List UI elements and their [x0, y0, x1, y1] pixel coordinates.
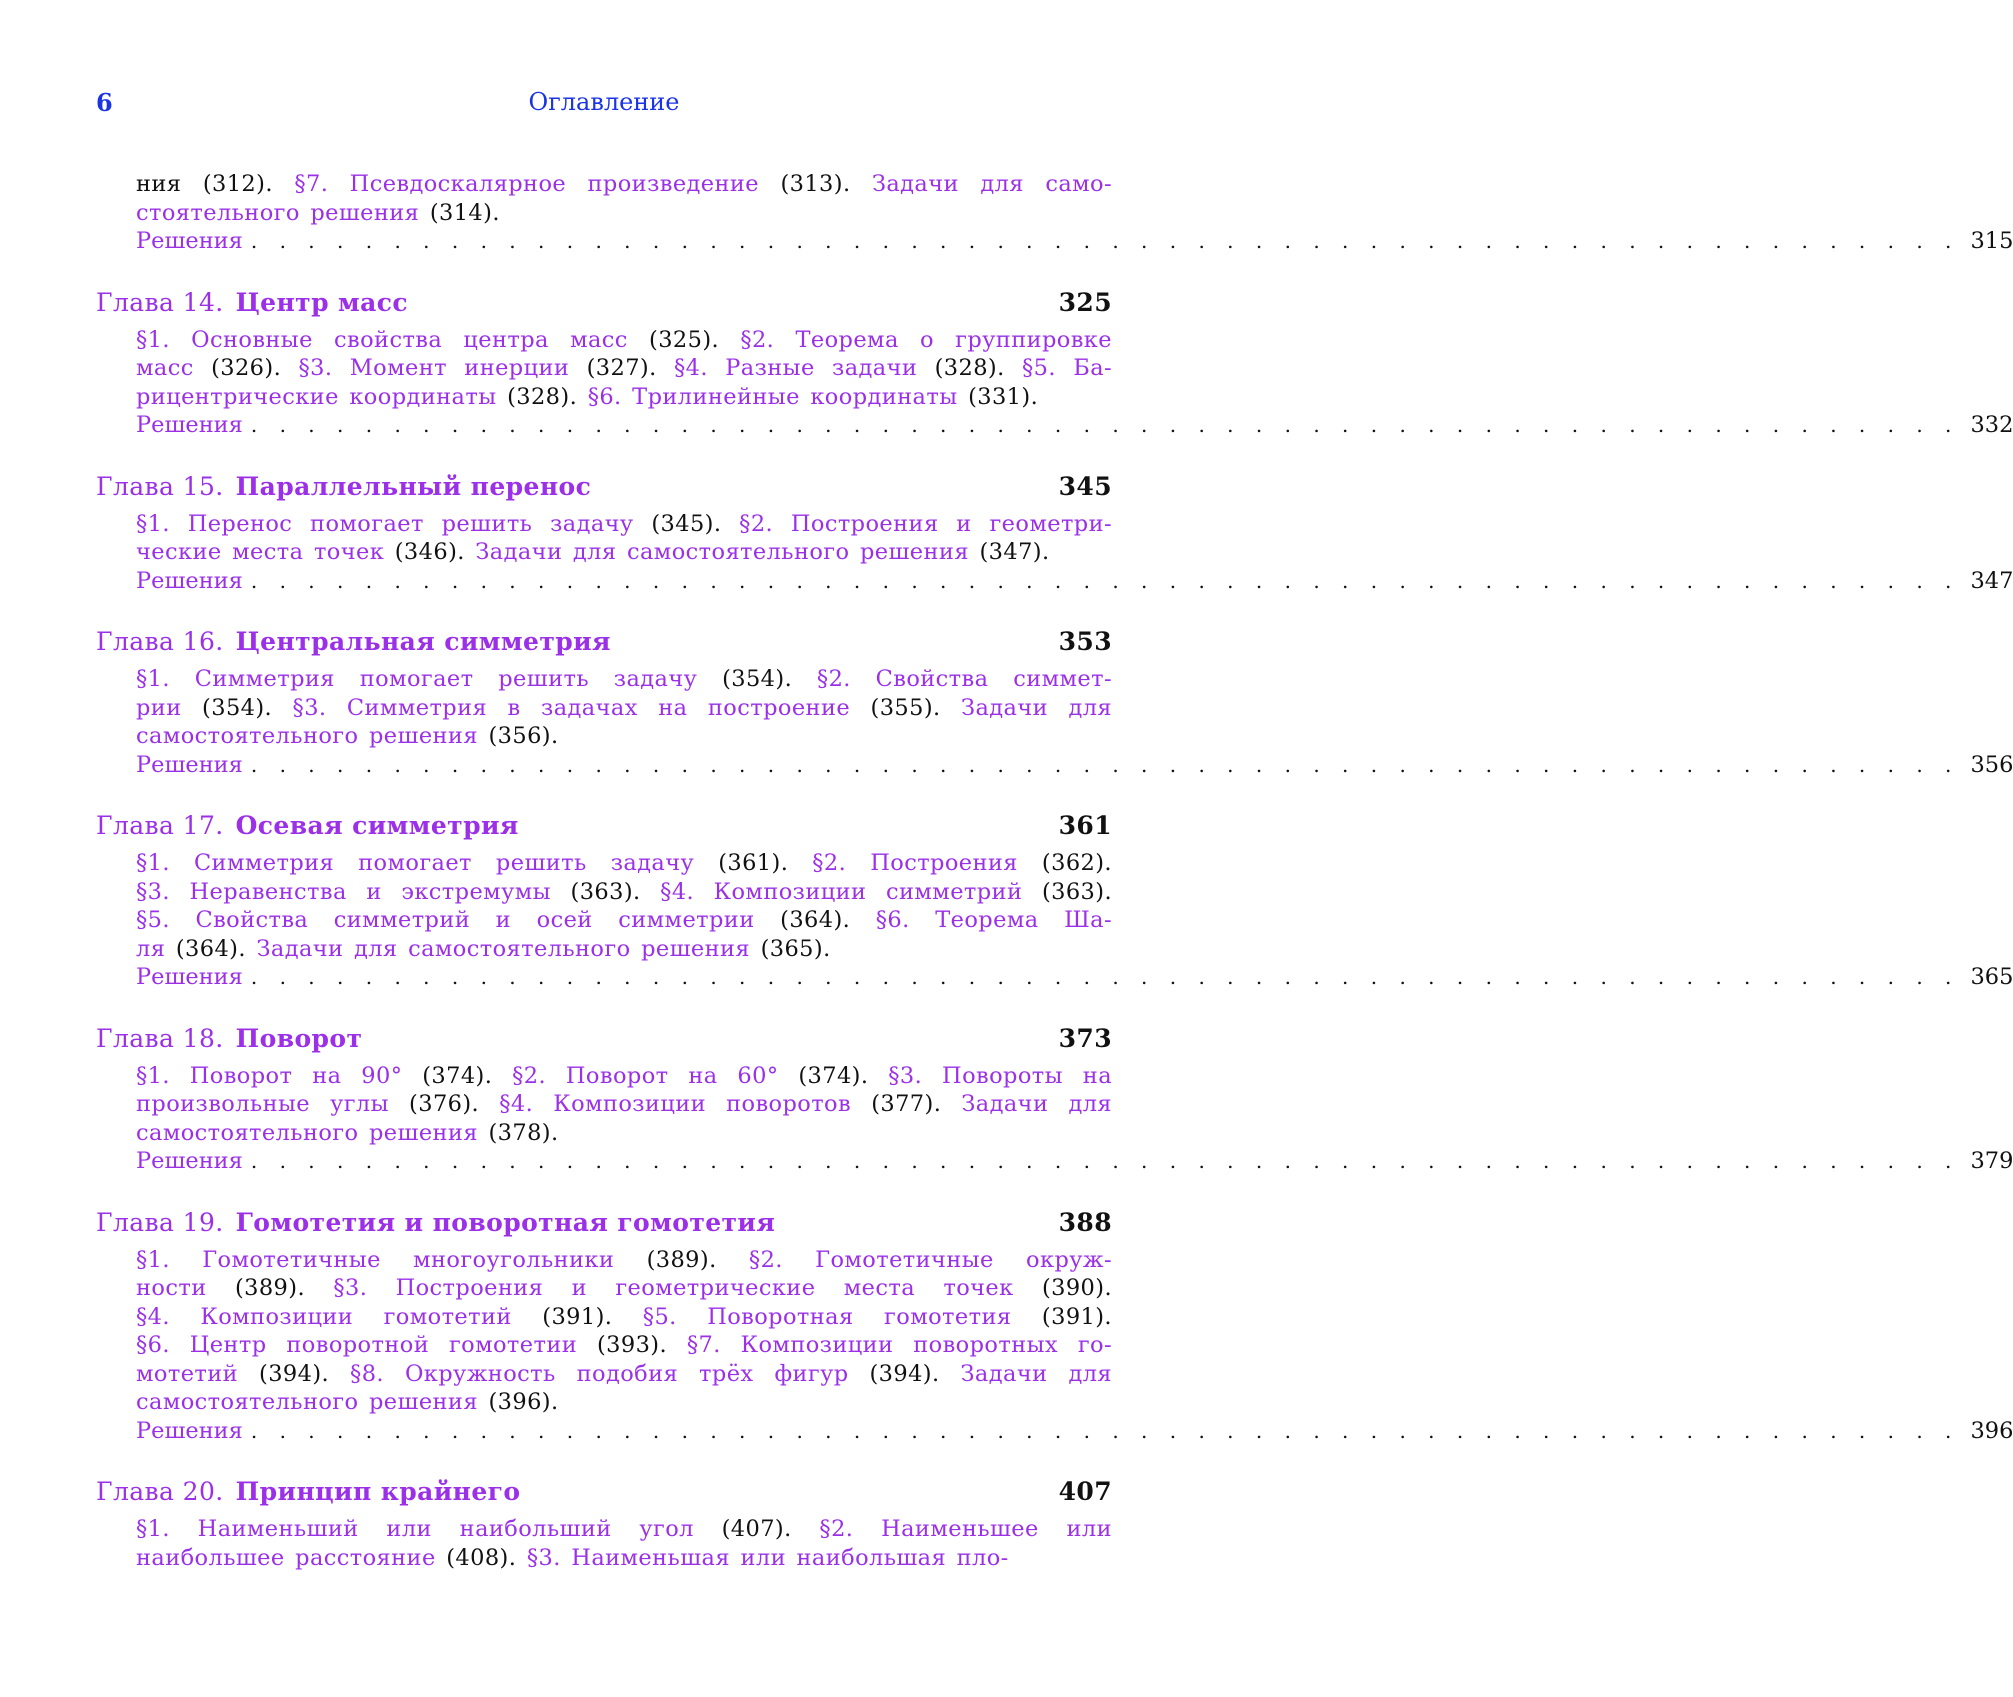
chapter-title-group	[96, 808, 519, 844]
section-link[interactable]: §2. Построения и геометри-	[721, 510, 1112, 537]
section-link[interactable]: масс	[136, 355, 212, 381]
section-link[interactable]: §3. Построения и геометрические места точек	[305, 1275, 1042, 1301]
section-link[interactable]: §2. Свойства симмет-	[792, 666, 1112, 692]
section-page-ref: (327).	[586, 355, 657, 381]
chapter-heading[interactable]	[96, 285, 1112, 322]
section-link[interactable]: §4. Композиции поворотов	[479, 1091, 872, 1117]
chapter-page-number: 407	[1058, 1477, 1112, 1506]
section-link[interactable]: самостоятельного решения	[136, 723, 489, 749]
toc-entry-line	[136, 538, 1112, 567]
dot-leader: . . . . . . . . . . . . . . . . . . . . . . . . . . . . . . . . . . . . . . . . . . . . . . . . . . . . . . . . . . . .	[250, 568, 1960, 593]
solutions-link[interactable]: Решения	[136, 412, 243, 438]
section-page-ref: (390).	[1041, 1275, 1113, 1301]
section-page-ref: (389).	[646, 1246, 717, 1273]
section-page-ref: (312).	[202, 171, 273, 197]
toc-entry-line	[136, 1388, 1112, 1417]
section-page-ref: (328).	[507, 383, 578, 410]
chapter-title-group	[96, 469, 591, 505]
chapter-entry	[96, 1021, 2013, 1176]
solutions-page-number: 379	[1970, 1148, 2013, 1174]
solutions-page-number: 356	[1970, 751, 2013, 778]
chapter-title-group	[96, 285, 408, 321]
section-link[interactable]: самостоятельного решения	[136, 1119, 489, 1146]
section-link[interactable]: Задачи для самостоятельного решения	[245, 935, 761, 962]
section-link[interactable]: §8. Окружность подобия трёх фигур	[329, 1360, 870, 1387]
chapter-label: Глава 20.	[96, 1477, 224, 1506]
section-link[interactable]: §4. Композиции симметрий	[640, 878, 1042, 905]
solutions-link[interactable]: Решения	[136, 964, 243, 990]
chapter-title[interactable]: Параллельный перенос	[235, 471, 592, 501]
toc-entry-line	[136, 906, 1112, 935]
chapter-heading[interactable]	[96, 624, 1112, 661]
section-page-ref: (331).	[968, 383, 1039, 410]
chapter-entry	[96, 624, 2013, 779]
section-page-ref: (356).	[488, 723, 559, 749]
section-link[interactable]: Задачи для	[939, 1360, 1112, 1387]
section-link[interactable]: §6. Теорема Ша-	[850, 907, 1112, 933]
section-page-ref: (346).	[394, 539, 465, 565]
toc-entry-line	[136, 326, 1112, 355]
section-page-ref: (394).	[869, 1360, 940, 1387]
section-link[interactable]: §4. Композиции гомотетий	[136, 1303, 543, 1330]
chapter-heading[interactable]	[96, 1205, 1112, 1242]
section-page-ref: (389).	[234, 1275, 305, 1301]
toc-entry-line	[136, 878, 1112, 907]
dot-leader: . . . . . . . . . . . . . . . . . . . . . . . . . . . . . . . . . . . . . . . . . . . . . . . . . . . . . . . . . . . .	[250, 965, 1960, 989]
toc-entry-line	[136, 383, 1112, 412]
running-head	[96, 88, 1112, 122]
page-number: 6	[96, 88, 113, 117]
section-page-ref: (314).	[429, 199, 500, 226]
section-page-ref: (364).	[175, 935, 246, 962]
solutions-page-number: 315	[1970, 228, 2013, 254]
chapter-heading[interactable]	[96, 469, 1112, 506]
section-link[interactable]: §6. Трилинейные координаты	[577, 383, 969, 410]
dot-leader: . . . . . . . . . . . . . . . . . . . . . . . . . . . . . . . . . . . . . . . . . . . . . . . . . . . . . . . . . . . .	[250, 1418, 1960, 1443]
section-page-ref: (363).	[570, 878, 641, 905]
entry-text: ния	[136, 171, 203, 197]
section-link[interactable]: §1. Наименьший или наибольший угол	[136, 1516, 722, 1542]
section-link[interactable]: §5. Поворотная гомотетия	[612, 1303, 1042, 1330]
section-link[interactable]: мотетий	[136, 1360, 260, 1387]
section-page-ref: (361).	[718, 850, 789, 876]
toc-entry-line	[136, 694, 1112, 723]
continued-entry	[96, 170, 2013, 256]
section-link[interactable]: Задачи для	[941, 1091, 1112, 1117]
section-page-ref: (347).	[979, 539, 1050, 565]
section-page-ref: (374).	[798, 1062, 869, 1089]
section-link[interactable]: §3. Повороты на	[868, 1062, 1113, 1089]
section-page-ref: (407).	[721, 1516, 792, 1542]
section-page-ref: (328).	[934, 355, 1005, 381]
solutions-row	[136, 963, 2013, 992]
solutions-row	[136, 1417, 2013, 1446]
running-title: Оглавление	[528, 88, 680, 116]
chapter-page-number: 325	[1058, 287, 1112, 317]
toc-entry-line	[136, 199, 1112, 228]
section-link[interactable]: Задачи для самостоятельного решения	[464, 539, 980, 565]
section-page-ref: (408).	[446, 1544, 517, 1571]
section-link[interactable]: §2. Теорема о группировке	[719, 326, 1112, 353]
toc-entry-line	[136, 1062, 1112, 1091]
section-page-ref: (365).	[760, 935, 831, 962]
section-link[interactable]: §2. Поворот на 60°	[492, 1062, 799, 1089]
chapter-heading[interactable]	[96, 808, 1112, 845]
chapter-label: Глава 14.	[96, 287, 224, 317]
chapter-entry	[96, 285, 2013, 440]
table-of-contents	[96, 170, 2013, 1572]
chapter-title-group	[96, 1474, 520, 1510]
chapter-label: Глава 18.	[96, 1023, 224, 1053]
solutions-page-number: 396	[1970, 1417, 2013, 1444]
chapter-heading[interactable]	[96, 1474, 1112, 1511]
dot-leader: . . . . . . . . . . . . . . . . . . . . . . . . . . . . . . . . . . . . . . . . . . . . . . . . . . . . . . . . . . . .	[250, 229, 1960, 253]
section-page-ref: (376).	[409, 1091, 480, 1117]
chapter-title-group	[96, 624, 611, 660]
section-page-ref: (396).	[488, 1389, 559, 1415]
section-link[interactable]: ля	[136, 935, 176, 962]
section-page-ref: (313).	[780, 171, 851, 197]
solutions-row	[136, 227, 2013, 256]
section-page-ref: (364).	[780, 907, 851, 933]
section-page-ref: (325).	[649, 326, 720, 353]
solutions-link[interactable]: Решения	[136, 228, 243, 254]
toc-entry-line	[136, 170, 1112, 199]
chapter-page-number: 361	[1058, 811, 1112, 840]
solutions-link[interactable]: Решения	[136, 1148, 243, 1174]
section-link[interactable]: Задачи для	[940, 694, 1112, 721]
section-page-ref: (394).	[259, 1360, 330, 1387]
chapter-entry	[96, 469, 2013, 596]
chapter-entry	[96, 1205, 2013, 1446]
chapter-heading[interactable]	[96, 1021, 1112, 1058]
solutions-page-number: 365	[1970, 964, 2013, 990]
toc-entry-line	[136, 1360, 1112, 1389]
section-link[interactable]: Задачи для само-	[850, 171, 1112, 197]
chapter-page-number: 345	[1058, 471, 1112, 501]
section-link[interactable]: §4. Разные задачи	[656, 355, 935, 381]
chapter-title[interactable]: Центральная симметрия	[235, 627, 611, 656]
section-page-ref: (363).	[1041, 878, 1112, 905]
section-link[interactable]: §2. Гомотетичные окруж-	[716, 1246, 1112, 1273]
section-page-ref: (355).	[870, 694, 941, 721]
toc-entry-line	[136, 1331, 1112, 1360]
dot-leader: . . . . . . . . . . . . . . . . . . . . . . . . . . . . . . . . . . . . . . . . . . . . . . . . . . . . . . . . . . . .	[250, 413, 1960, 437]
solutions-page-number: 332	[1970, 412, 2013, 438]
section-link[interactable]: §1. Симметрия помогает решить задачу	[136, 666, 723, 692]
section-page-ref: (391).	[1041, 1303, 1112, 1330]
section-link[interactable]: §1. Основные свойства центра масс	[136, 326, 650, 353]
solutions-page-number: 347	[1970, 567, 2013, 594]
dot-leader: . . . . . . . . . . . . . . . . . . . . . . . . . . . . . . . . . . . . . . . . . . . . . . . . . . . . . . . . . . . .	[250, 1149, 1960, 1173]
solutions-link[interactable]: Решения	[136, 751, 243, 778]
chapter-title[interactable]: Осевая симметрия	[235, 811, 519, 840]
section-link[interactable]: §1. Поворот на 90°	[136, 1062, 423, 1089]
section-link[interactable]: самостоятельного решения	[136, 1389, 489, 1415]
solutions-row	[136, 751, 2013, 780]
section-link[interactable]: §7. Композиции поворотных го-	[667, 1332, 1112, 1358]
section-link[interactable]: рии	[136, 694, 203, 721]
section-page-ref: (354).	[202, 694, 273, 721]
section-link[interactable]: §6. Центр поворотной гомотетии	[136, 1332, 597, 1358]
section-link[interactable]: рицентрические координаты	[136, 383, 508, 410]
section-link[interactable]: §7. Псевдоскалярное произведение	[272, 171, 781, 197]
toc-entry-line	[136, 665, 1112, 694]
toc-entry-line	[136, 1119, 1112, 1148]
solutions-link[interactable]: Решения	[136, 567, 243, 594]
solutions-link[interactable]: Решения	[136, 1417, 243, 1444]
section-page-ref: (354).	[722, 666, 793, 692]
chapter-label: Глава 16.	[96, 627, 224, 656]
chapter-title[interactable]: Поворот	[235, 1023, 363, 1053]
solutions-row	[136, 567, 2013, 596]
section-page-ref: (393).	[596, 1332, 668, 1358]
section-page-ref: (391).	[542, 1303, 613, 1330]
section-link[interactable]: §2. Наименьшее или	[791, 1516, 1112, 1542]
section-link[interactable]: §3. Момент инерции	[281, 355, 587, 381]
section-page-ref: (345).	[651, 510, 722, 537]
section-page-ref: (377).	[871, 1091, 942, 1117]
chapter-title-group	[96, 1205, 775, 1241]
chapter-page-number: 373	[1058, 1023, 1112, 1053]
section-link[interactable]: §1. Перенос помогает решить задачу	[136, 510, 652, 537]
toc-entry-line	[136, 1515, 1112, 1544]
toc-entry-line	[136, 935, 1112, 964]
toc-entry-line	[136, 1246, 1112, 1275]
solutions-row	[136, 1147, 2013, 1176]
section-page-ref: (378).	[488, 1119, 559, 1146]
chapter-title[interactable]: Принцип крайнего	[235, 1477, 521, 1506]
section-link[interactable]: §5. Свойства симметрий и осей симметрии	[136, 907, 781, 933]
toc-entry-line	[136, 1274, 1112, 1303]
section-link[interactable]: ности	[136, 1275, 235, 1301]
toc-entry-line	[136, 1303, 1112, 1332]
section-link[interactable]: §1. Гомотетичные многоугольники	[136, 1246, 647, 1273]
chapter-entry	[96, 808, 2013, 992]
chapter-page-number: 353	[1058, 627, 1112, 656]
section-link[interactable]: §1. Симметрия помогает решить задачу	[136, 850, 719, 876]
chapter-page-number: 388	[1058, 1207, 1112, 1237]
solutions-row	[136, 411, 2013, 440]
chapter-title-group	[96, 1021, 362, 1057]
section-page-ref: (326).	[211, 355, 282, 381]
toc-entry-line	[136, 510, 1112, 539]
section-link[interactable]: §3. Симметрия в задачах на построение	[272, 694, 871, 721]
toc-entry-line	[136, 722, 1112, 751]
section-link[interactable]: §3. Неравенства и экстремумы	[136, 878, 571, 905]
chapter-title[interactable]: Центр масс	[235, 287, 409, 317]
section-link[interactable]: наибольшее расстояние	[136, 1544, 447, 1571]
section-link[interactable]: произвольные углы	[136, 1091, 410, 1117]
section-link[interactable]: ческие места точек	[136, 539, 395, 565]
chapter-label: Глава 19.	[96, 1207, 224, 1237]
section-link[interactable]: §2. Построения	[788, 850, 1042, 876]
toc-entry-line	[136, 1544, 1112, 1573]
section-page-ref: (362).	[1041, 850, 1112, 876]
chapter-title[interactable]: Гомотетия и поворотная гомотетия	[235, 1207, 776, 1237]
toc-entry-line	[136, 849, 1112, 878]
toc-entry-line	[136, 1090, 1112, 1119]
section-link[interactable]: §3. Наименьшая или наибольшая пло-	[516, 1544, 1009, 1571]
chapter-entry	[96, 1474, 1112, 1572]
chapter-label: Глава 15.	[96, 471, 224, 501]
section-link[interactable]: стоятельного решения	[136, 199, 430, 226]
section-link[interactable]: §5. Ба-	[1004, 355, 1113, 381]
chapter-label: Глава 17.	[96, 811, 224, 840]
dot-leader: . . . . . . . . . . . . . . . . . . . . . . . . . . . . . . . . . . . . . . . . . . . . . . . . . . . . . . . . . . . .	[250, 752, 1960, 777]
section-page-ref: (374).	[422, 1062, 493, 1089]
toc-entry-line	[136, 354, 1112, 383]
